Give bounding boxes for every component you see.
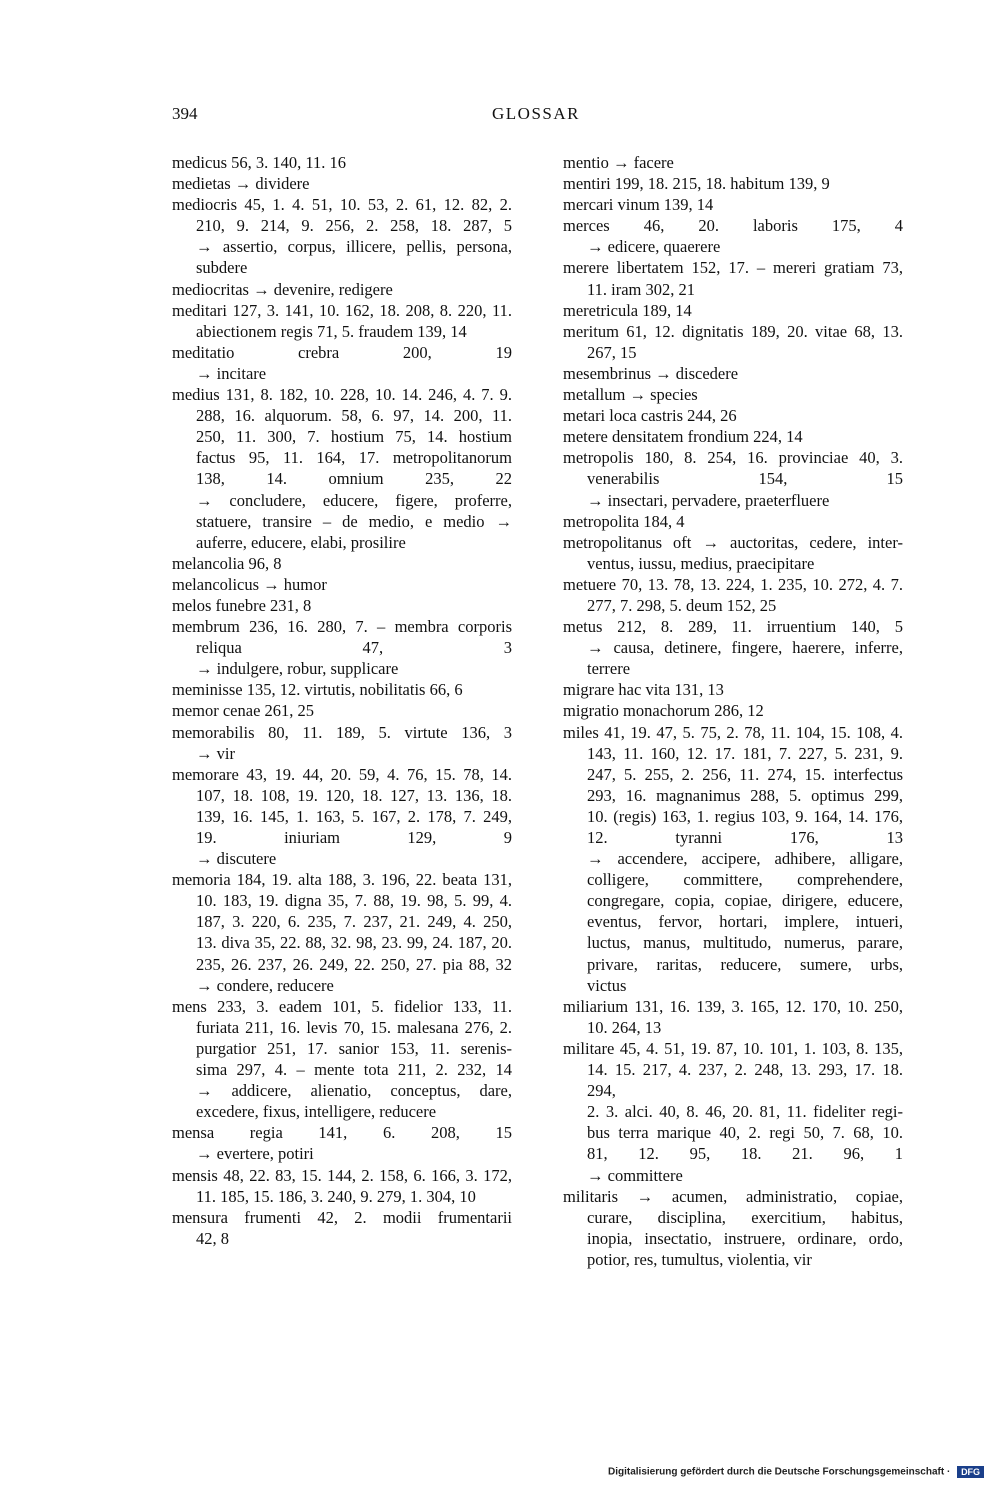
entry-continuation-line: 235, 26. 237, 26. 249, 22. 250, 27. pia 88, 32 [196, 954, 512, 974]
entry-continuation-line: statuere, transire – de medio, e medio → [196, 511, 512, 531]
entry-continuation-line: victus [587, 975, 627, 995]
entry-continuation-line: 138, 14. omnium 235, 22 [196, 469, 512, 489]
dfg-logo: DFG [957, 1466, 984, 1478]
entry-headword-line: merere libertatem 152, 17. – mereri gratiam 73, [563, 258, 903, 278]
entry-headword-line: miliarium 131, 16. 139, 3. 165, 12. 170, 10. 250, [563, 996, 903, 1016]
entry-continuation-line: abiectionem regis 71, 5. fraudem 139, 14 [196, 321, 467, 341]
entry-headword-line: memoria 184, 19. alta 188, 3. 196, 22. beata 131, [172, 870, 512, 890]
entry-continuation-line: 10. 183, 19. digna 35, 7. 88, 19. 98, 5. 99, 4. [196, 891, 512, 911]
entry-continuation-line: 187, 3. 220, 6. 235, 7. 237, 21. 249, 4. 250, [196, 912, 512, 932]
entry-continuation-line: → assertio, corpus, illicere, pellis, persona, [196, 237, 512, 257]
entry-headword-line: mentiri 199, 18. 215, 18. habitum 139, 9 [563, 174, 830, 194]
entry-headword-line: membrum 236, 16. 280, 7. – membra corporis [172, 617, 512, 637]
glossary-entry [172, 1207, 512, 1249]
glossary-entry [172, 764, 512, 869]
glossary-entry [172, 342, 512, 384]
entry-continuation-line: congregare, copia, copiae, dirigere, educere, [587, 891, 903, 911]
glossary-entry [563, 532, 903, 574]
glossary-entry [172, 996, 512, 1123]
glossary-entry [563, 700, 903, 721]
entry-continuation-line: → evertere, potiri [196, 1144, 314, 1164]
entry-headword-line: metropolitanus oft → auctoritas, cedere, inter- [563, 532, 903, 552]
glossary-entry [563, 152, 903, 173]
entry-continuation-line: 143, 11. 160, 12. 17. 181, 7. 227, 5. 231, 9. [587, 743, 903, 763]
entry-headword-line: meretricula 189, 14 [563, 300, 692, 320]
entry-continuation-line: → accendere, accipere, adhibere, alligare, [587, 849, 903, 869]
entry-headword-line: militaris → acumen, administratio, copiae, [563, 1186, 903, 1206]
running-head: GLOSSAR [492, 104, 580, 123]
entry-continuation-line: 42, 8 [196, 1228, 229, 1248]
entry-continuation-line: excedere, fixus, intelligere, reducere [196, 1102, 437, 1122]
entry-headword-line: memor cenae 261, 25 [172, 701, 315, 721]
entry-headword-line: meritum 61, 12. dignitatis 189, 20. vitae 68, 13. [563, 321, 903, 341]
entry-headword-line: metropolis 180, 8. 254, 16. provinciae 40, 3. [563, 448, 903, 468]
entry-headword-line: metuere 70, 13. 78, 13. 224, 1. 235, 10. 272, 4. 7. [563, 574, 903, 594]
glossary-entry [563, 321, 903, 363]
entry-continuation-line: factus 95, 11. 164, 17. metropolitanorum [196, 448, 512, 468]
glossary-entry [563, 447, 903, 510]
entry-continuation-line: terrere [587, 659, 631, 679]
entry-headword-line: merces 46, 20. laboris 175, 4 [563, 216, 903, 236]
entry-headword-line: mensis 48, 22. 83, 15. 144, 2. 158, 6. 166, 3. 172, [172, 1165, 512, 1185]
glossary-entry [172, 1165, 512, 1207]
entry-headword-line: migrare hac vita 131, 13 [563, 680, 724, 700]
glossary-entry [563, 1186, 903, 1270]
entry-headword-line: meditatio crebra 200, 19 [172, 342, 512, 362]
entry-continuation-line: curare, disciplina, exercitium, habitus, [587, 1207, 903, 1227]
entry-headword-line: medietas → dividere [172, 174, 310, 194]
entry-headword-line: mediocritas → devenire, redigere [172, 279, 393, 299]
entry-continuation-line: 293, 16. magnanimus 288, 5. optimus 299, [587, 785, 903, 805]
glossary-entry [172, 595, 512, 616]
glossary-entry [563, 722, 903, 996]
glossary-entry [172, 700, 512, 721]
glossary-column-left [172, 152, 512, 1249]
entry-continuation-line: → vir [196, 743, 235, 763]
glossary-entry [563, 173, 903, 194]
entry-continuation-line: 10. (regis) 163, 1. regius 103, 9. 164, 14. 176, [587, 806, 903, 826]
entry-headword-line: mediocris 45, 1. 4. 51, 10. 53, 2. 61, 12. 82, 2. [172, 195, 512, 215]
glossary-entry [563, 384, 903, 405]
entry-headword-line: mesembrinus → discedere [563, 363, 739, 383]
glossary-entry [172, 384, 512, 553]
entry-continuation-line: 277, 7. 298, 5. deum 152, 25 [587, 595, 777, 615]
entry-continuation-line: 11. iram 302, 21 [587, 279, 695, 299]
glossary-entry [563, 426, 903, 447]
entry-headword-line: metallum → species [563, 385, 698, 405]
entry-headword-line: melos funebre 231, 8 [172, 595, 312, 615]
glossary-entry [563, 511, 903, 532]
glossary-entry [563, 300, 903, 321]
glossary-entry [563, 996, 903, 1038]
entry-continuation-line: → indulgere, robur, supplicare [196, 659, 399, 679]
entry-headword-line: medicus 56, 3. 140, 11. 16 [172, 153, 346, 172]
entry-headword-line: metus 212, 8. 289, 11. irruentium 140, 5 [563, 617, 903, 637]
glossary-entry [172, 679, 512, 700]
entry-headword-line: militare 45, 4. 51, 19. 87, 10. 101, 1. 103, 8. 135, [563, 1038, 903, 1058]
glossary-entry [563, 405, 903, 426]
entry-headword-line: miles 41, 19. 47, 5. 75, 2. 78, 11. 104, 15. 108, 4. [563, 722, 903, 742]
footer-text: Digitalisierung gefördert durch die Deutsche Forschungsgemeinschaft · [608, 1466, 951, 1478]
entry-continuation-line: → addicere, alienatio, conceptus, dare, [196, 1081, 512, 1101]
entry-headword-line: metari loca castris 244, 26 [563, 406, 737, 426]
entry-continuation-line: 81, 12. 95, 18. 21. 96, 1 [587, 1144, 903, 1164]
entry-continuation-line: → discutere [196, 849, 277, 869]
glossary-entry [563, 257, 903, 299]
entry-continuation-line: eventus, fervor, hortari, implere, intueri, [587, 912, 903, 932]
entry-continuation-line: 10. 264, 13 [587, 1017, 662, 1037]
entry-continuation-line: venerabilis 154, 15 [587, 469, 903, 489]
entry-continuation-line: purgatior 251, 17. sanior 153, 11. serenis- [196, 1038, 512, 1058]
entry-continuation-line: 14. 15. 217, 4. 237, 2. 248, 13. 293, 17. 18. 294, [587, 1060, 903, 1101]
glossary-column-right [563, 152, 903, 1270]
entry-continuation-line: potior, res, tumultus, violentia, vir [587, 1249, 812, 1269]
entry-continuation-line: 267, 15 [587, 342, 637, 362]
entry-headword-line: medius 131, 8. 182, 10. 228, 10. 14. 246, 4. 7. 9. [172, 385, 512, 405]
entry-headword-line: memorare 43, 19. 44, 20. 59, 4. 76, 15. 78, 14. [172, 764, 512, 784]
glossary-entry [172, 553, 512, 574]
entry-continuation-line: sima 297, 4. – mente tota 211, 2. 232, 14 [196, 1060, 512, 1080]
entry-continuation-line: 250, 11. 300, 7. hostium 75, 14. hostium [196, 427, 512, 447]
glossary-entry [563, 194, 903, 215]
entry-headword-line: mentio → facere [563, 153, 674, 172]
entry-continuation-line: ventus, iussu, medius, praecipitare [587, 553, 815, 573]
entry-continuation-line: 247, 5. 255, 2. 256, 11. 274, 15. interfectus [587, 764, 903, 784]
entry-continuation-line: colligere, committere, comprehendere, [587, 870, 903, 890]
glossary-entry [172, 574, 512, 595]
glossary-entry [172, 279, 512, 300]
entry-continuation-line: → causa, detinere, fingere, haerere, inferre, [587, 638, 903, 658]
glossary-entry [563, 616, 903, 679]
entry-continuation-line: luctus, manus, multitudo, numerus, parare, [587, 933, 903, 953]
glossary-entry [172, 173, 512, 194]
entry-continuation-line: → incitare [196, 363, 267, 383]
entry-continuation-line: 11. 185, 15. 186, 3. 240, 9. 279, 1. 304, 10 [196, 1186, 476, 1206]
entry-headword-line: melancolicus → humor [172, 574, 327, 594]
entry-headword-line: mensa regia 141, 6. 208, 15 [172, 1123, 512, 1143]
entry-headword-line: memorabilis 80, 11. 189, 5. virtute 136, 3 [172, 722, 512, 742]
glossary-entry [172, 1122, 512, 1164]
entry-headword-line: mens 233, 3. eadem 101, 5. fidelior 133, 11. [172, 996, 512, 1016]
glossary-entry [563, 1038, 903, 1186]
entry-continuation-line: inopia, insectatio, instruere, ordinare, ordo, [587, 1228, 903, 1248]
entry-continuation-line: furiata 211, 16. levis 70, 15. malesana 276, 2. [196, 1017, 512, 1037]
glossary-entry [563, 574, 903, 616]
entry-continuation-line: → concludere, educere, figere, proferre, [196, 490, 512, 510]
entry-continuation-line: 13. diva 35, 22. 88, 32. 98, 23. 99, 24. 187, 20. [196, 933, 512, 953]
glossary-entry [172, 722, 512, 764]
entry-continuation-line: → committere [587, 1165, 683, 1185]
entry-continuation-line: subdere [196, 258, 248, 278]
glossary-entry [172, 616, 512, 679]
entry-headword-line: mercari vinum 139, 14 [563, 195, 714, 215]
entry-continuation-line: auferre, educere, elabi, prosilire [196, 532, 406, 552]
entry-continuation-line: 107, 18. 108, 19. 120, 18. 127, 13. 136, 18. [196, 785, 512, 805]
footer-credit [608, 1466, 984, 1478]
entry-continuation-line: 19. iniuriam 129, 9 [196, 828, 512, 847]
entry-headword-line: meminisse 135, 12. virtutis, nobilitatis 66, 6 [172, 680, 463, 700]
glossary-entry [563, 215, 903, 257]
entry-continuation-line: 288, 16. alquorum. 58, 6. 97, 14. 200, 11. [196, 406, 512, 426]
entry-continuation-line: → insectari, pervadere, praeterfluere [587, 490, 830, 510]
entry-headword-line: metropolita 184, 4 [563, 511, 685, 531]
entry-headword-line: mensura frumenti 42, 2. modii frumentarii [172, 1207, 512, 1227]
entry-continuation-line: 2. 3. alci. 40, 8. 46, 20. 81, 11. fideliter regi- [587, 1102, 903, 1122]
entry-headword-line: melancolia 96, 8 [172, 553, 282, 573]
glossary-entry [172, 194, 512, 278]
entry-continuation-line: reliqua 47, 3 [196, 638, 512, 658]
entry-headword-line: meditari 127, 3. 141, 10. 162, 18. 208, 8. 220, 11. [172, 300, 512, 320]
entry-continuation-line: → condere, reducere [196, 975, 334, 995]
entry-continuation-line: → edicere, quaerere [587, 237, 721, 257]
entry-continuation-line: 139, 16. 145, 1. 163, 5. 167, 2. 178, 7. 249, [196, 806, 512, 826]
glossary-entry [172, 152, 512, 173]
glossary-entry [563, 363, 903, 384]
entry-headword-line: migratio monachorum 286, 12 [563, 701, 764, 721]
page-number: 394 [172, 104, 198, 123]
glossary-entry [172, 869, 512, 996]
entry-headword-line: metere densitatem frondium 224, 14 [563, 427, 803, 447]
glossary-entry [563, 679, 903, 700]
entry-continuation-line: 12. tyranni 176, 13 [587, 828, 903, 847]
glossary-entry [172, 300, 512, 342]
entry-continuation-line: bus terra marique 40, 2. regi 50, 7. 68, 10. [587, 1123, 903, 1143]
entry-continuation-line: privare, raritas, reducere, sumere, urbs, [587, 954, 903, 974]
entry-continuation-line: 210, 9. 214, 9. 256, 2. 258, 18. 287, 5 [196, 216, 512, 236]
